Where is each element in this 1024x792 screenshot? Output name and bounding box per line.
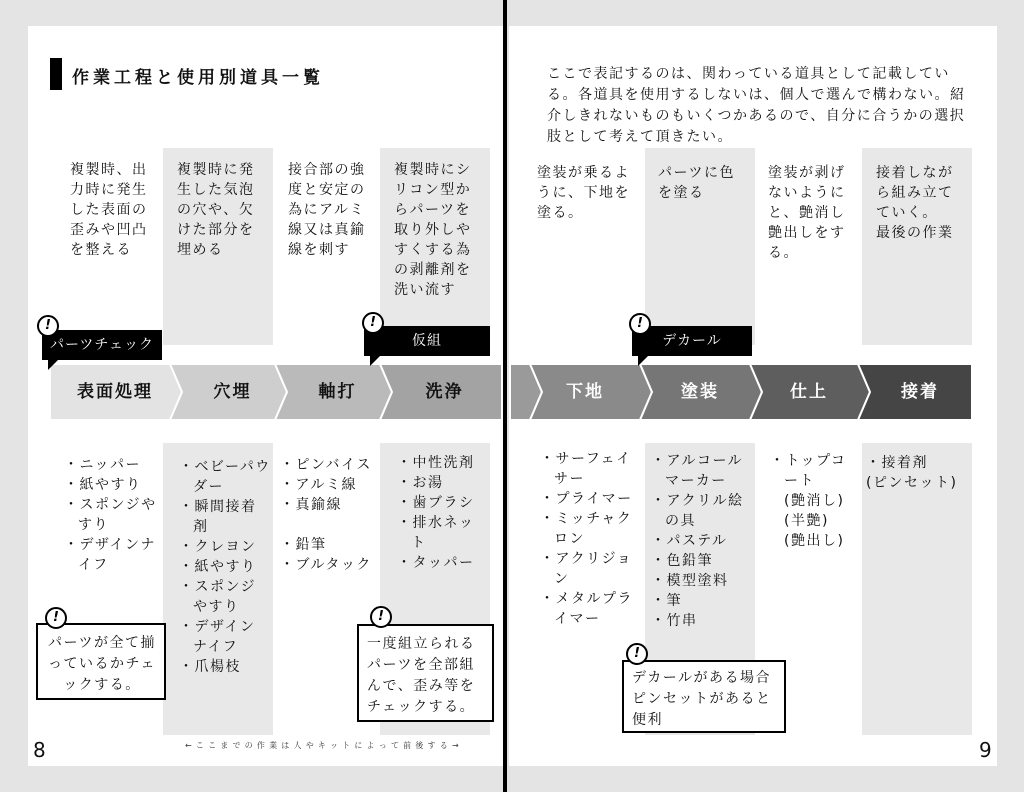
step-label: 接着 — [901, 382, 939, 402]
tag-decal: デカール — [632, 326, 752, 356]
tool-item: ・筆 — [651, 593, 682, 609]
footer-note: ←ここまでの作業は人やキットによって前後する→ — [185, 741, 463, 750]
tool-item: ・トップコート (艶消し) (半艶) (艶出し) — [770, 453, 847, 549]
tool-item: ・プライマー — [540, 491, 633, 507]
tool-item: ・スポンジやすり — [64, 497, 157, 533]
step-desc: 複製時に発 生した気泡 の穴や、欠 けた部分を 埋める — [177, 162, 255, 258]
tool-item: ・色鉛筆 — [651, 553, 713, 569]
tool-item: ・タッパー — [397, 555, 475, 571]
tool-item: ・スポンジやすり — [179, 579, 257, 615]
step-label: 軸打 — [318, 382, 357, 402]
tool-list — [651, 451, 751, 631]
tool-item: ・クレヨン — [179, 539, 257, 555]
note-parts-check: パーツが全て揃っているかチェックする。 — [36, 623, 166, 700]
tool-item: ・ミッチャクロン — [540, 511, 633, 547]
tool-item: ・アルミ線 — [280, 477, 357, 493]
tool-item: ・紙やすり — [179, 559, 257, 575]
tool-list — [179, 457, 271, 677]
intro-text: ここで表記するのは、関わっている道具として記載している。各道具を使用するしないは、個人で選んで構わない。紹介しきれないものもいくつかあるので、自分に合うかの選択肢として考えて頂きたい。 — [547, 66, 966, 145]
tool-item: ・爪楊枝 — [179, 659, 241, 675]
step-desc: パーツに色 を塗る — [658, 165, 735, 201]
tool-list — [280, 455, 380, 575]
step-desc: 塗装が剥げ ないように と、艶消し 艶出しをす る。 — [768, 165, 846, 261]
tool-item: ・メタルプライマー — [540, 591, 633, 627]
tool-item: ・接着剤 (ピンセット) — [866, 455, 958, 491]
step-desc: 塗装が乗るよ うに、下地を 塗る。 — [537, 165, 630, 221]
tool-item: ・アクリル絵の具 — [651, 493, 744, 529]
tool-item: ・デザインナイフ — [179, 619, 256, 655]
tool-item: ・鉛筆 — [280, 537, 327, 553]
tag-parts-check: パーツチェック — [42, 330, 162, 360]
tool-item: ・中性洗剤 — [397, 455, 475, 471]
tool-item: ・ピンバイス — [280, 457, 372, 473]
tool-item: ・お湯 — [397, 475, 444, 491]
tool-item: ・瞬間接着剤 — [179, 499, 257, 535]
step-label: 仕上 — [790, 382, 828, 402]
tool-item: ・ニッパー — [64, 457, 141, 473]
tool-item: ・紙やすり — [64, 477, 142, 493]
alert-icon: ! — [629, 313, 651, 335]
tool-list — [397, 453, 489, 573]
note-kari: 一度組立られるパーツを全部組んで、歪み等をチェックする。 — [357, 624, 494, 722]
tool-item: ・デザインナイフ — [64, 537, 157, 573]
tool-item: ・模型塗料 — [651, 573, 729, 589]
tool-item: ・歯ブラシ — [397, 495, 475, 511]
tag-kari: 仮組 — [364, 326, 490, 356]
page-title: 作業工程と使用別道具一覧 — [72, 68, 324, 88]
tool-item: ・竹串 — [651, 613, 698, 629]
step-label: 下地 — [566, 382, 604, 402]
alert-icon: ! — [626, 643, 648, 665]
step-desc: 接合部の強 度と安定の 為にアルミ 線又は真鍮 線を刺す — [288, 162, 366, 258]
tool-item: ・ベビーパウダー — [179, 459, 271, 495]
alert-icon: ! — [370, 606, 392, 628]
step-label: 塗装 — [681, 382, 719, 402]
alert-icon: ! — [45, 607, 67, 629]
tool-list — [866, 453, 971, 493]
tool-item: ・ブルタック — [280, 557, 372, 573]
step-label: 穴埋 — [213, 382, 252, 402]
step-desc: 接着しなが ら組み立て ていく。 最後の作業 — [876, 165, 954, 241]
page-number-left: 8 — [33, 738, 46, 762]
step-label: 表面処理 — [77, 382, 153, 402]
note-decal: デカールがある場合ピンセットがあると便利 — [622, 660, 786, 733]
alert-icon: ! — [362, 312, 384, 334]
tool-list — [64, 455, 164, 575]
tool-item: ・アルコールマーカー — [651, 453, 744, 489]
step-desc: 複製時にシ リコン型か らパーツを 取り外しや すくする為 の剥離剤を 洗い流す — [394, 162, 472, 298]
step-label: 洗浄 — [425, 382, 464, 402]
tool-item: ・アクリジョン — [540, 551, 633, 587]
tool-item: ・真鍮線 — [280, 497, 342, 513]
alert-icon: ! — [37, 315, 59, 337]
tool-item: ・サーフェイサー — [540, 451, 632, 487]
tool-list — [770, 451, 860, 551]
tool-item: ・排水ネット — [397, 515, 475, 551]
step-desc: 複製時、出 力時に発生 した表面の 歪みや凹凸 を整える — [70, 162, 148, 258]
tool-list — [540, 449, 640, 629]
page-number-right: 9 — [979, 738, 992, 762]
tool-item: ・パステル — [651, 533, 728, 549]
